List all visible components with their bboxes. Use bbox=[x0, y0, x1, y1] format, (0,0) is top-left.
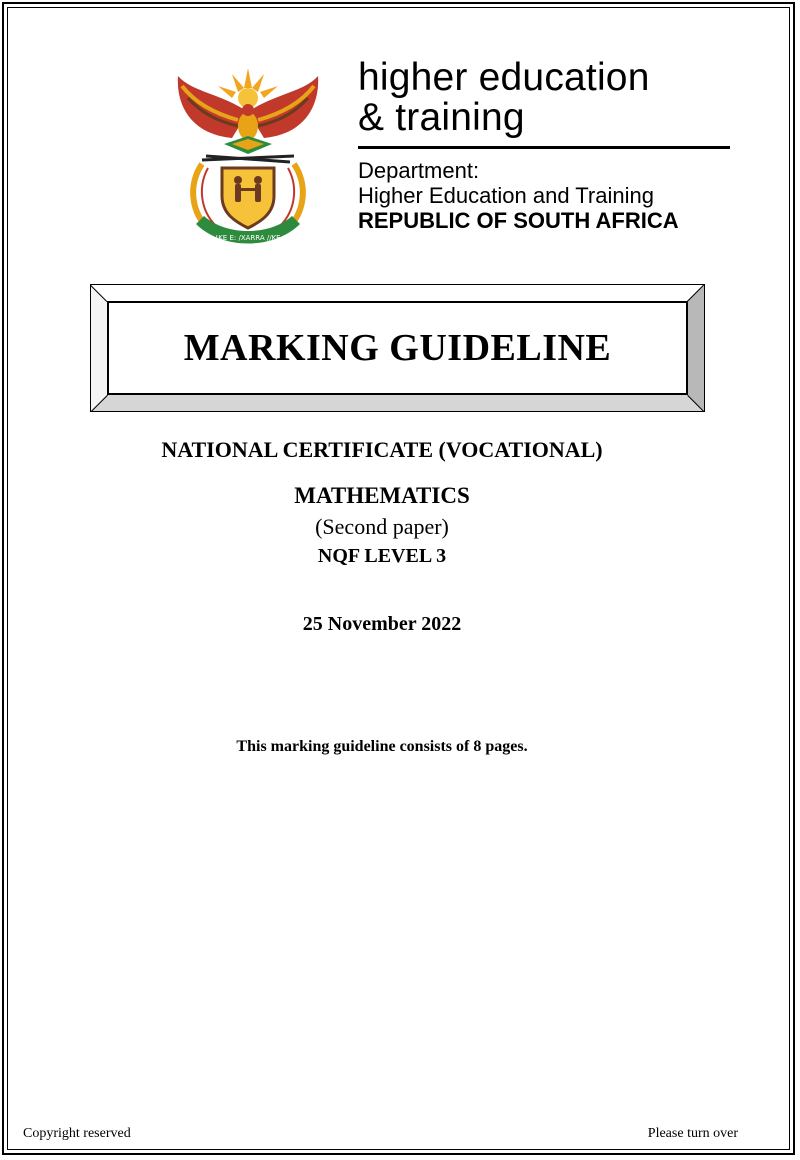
nqf-level: NQF LEVEL 3 bbox=[317, 545, 447, 567]
bevel-right bbox=[687, 285, 704, 411]
country-name: REPUBLIC OF SOUTH AFRICA bbox=[358, 208, 679, 233]
department-name: Higher Education and Training bbox=[358, 183, 654, 208]
page-count-note: This marking guideline consists of 8 pages. bbox=[236, 738, 528, 755]
brand-divider bbox=[358, 146, 730, 149]
department-brand bbox=[358, 56, 679, 233]
department-label: Department: bbox=[358, 158, 480, 183]
motto-text: !KE E: /XARRA //KE bbox=[215, 234, 281, 242]
bevel-left bbox=[91, 285, 107, 411]
paper-number: (Second paper) bbox=[315, 514, 449, 539]
subject-name: MATHEMATICS bbox=[294, 483, 470, 508]
brand-line-2: & training bbox=[358, 96, 525, 139]
document-title: MARKING GUIDELINE bbox=[183, 327, 612, 369]
brand-line-1: higher education bbox=[358, 56, 650, 99]
certificate-name: NATIONAL CERTIFICATE (VOCATIONAL) bbox=[161, 437, 603, 462]
title-frame bbox=[90, 284, 705, 412]
coat-of-arms-logo bbox=[172, 64, 324, 248]
bevel-bottom bbox=[91, 395, 704, 411]
footer-turn-over: Please turn over bbox=[647, 1126, 738, 1141]
footer-copyright: Copyright reserved bbox=[23, 1126, 131, 1141]
title-inner-box bbox=[107, 301, 688, 395]
exam-date: 25 November 2022 bbox=[302, 613, 462, 635]
